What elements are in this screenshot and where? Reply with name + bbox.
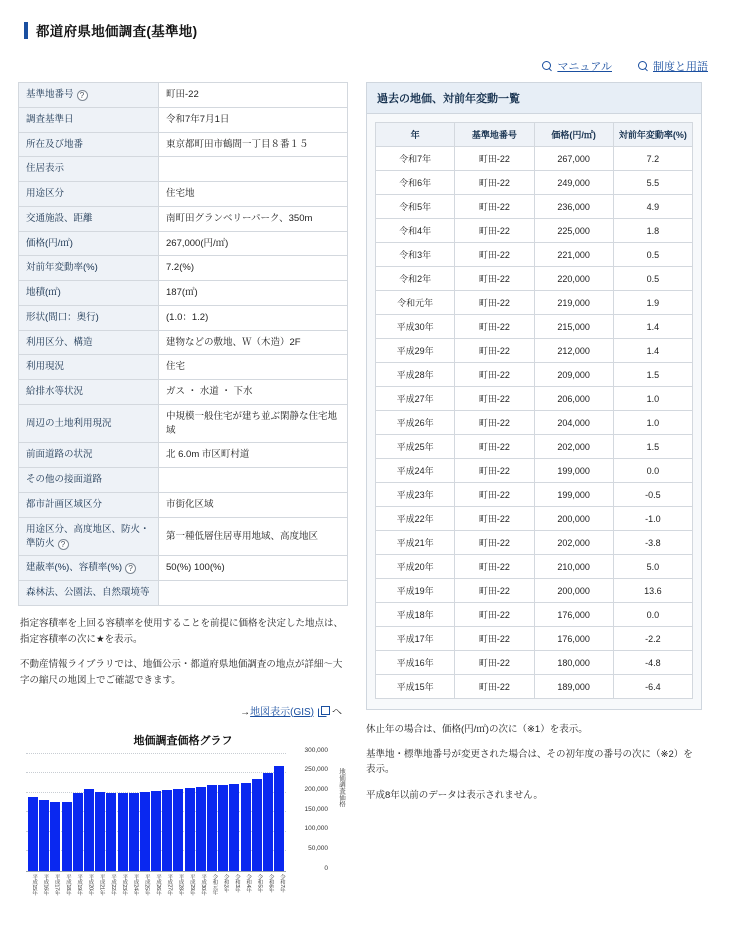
table-row xyxy=(376,219,693,243)
history-cell: 平成24年 xyxy=(376,459,455,483)
table-row xyxy=(376,267,693,291)
chart-x-tick-label: 令和5年 xyxy=(256,873,263,892)
chart-bar xyxy=(196,787,206,871)
history-cell: 平成19年 xyxy=(376,579,455,603)
history-cell: 1.4 xyxy=(613,339,692,363)
chart-bar xyxy=(207,785,217,870)
history-cell: 町田-22 xyxy=(455,267,534,291)
chart-y-axis-labels xyxy=(286,748,328,872)
table-row xyxy=(376,243,693,267)
detail-row xyxy=(19,83,348,108)
history-cell: 町田-22 xyxy=(455,387,534,411)
manual-link[interactable] xyxy=(542,58,612,74)
right-note-2: 基準地・標準地番号が変更された場合は、その初年度の番号の次に（※2）を表示。 xyxy=(366,749,693,776)
history-cell: 220,000 xyxy=(534,267,613,291)
history-cell: -1.0 xyxy=(613,507,692,531)
chart-x-tick-label: 平成21年 xyxy=(98,873,105,895)
table-row xyxy=(376,531,693,555)
history-cell: 5.0 xyxy=(613,555,692,579)
history-cell: 令和5年 xyxy=(376,195,455,219)
history-cell: 平成18年 xyxy=(376,603,455,627)
chart-bar xyxy=(173,789,183,871)
history-cell: 平成15年 xyxy=(376,675,455,699)
history-cell: 236,000 xyxy=(534,195,613,219)
history-cell: 町田-22 xyxy=(455,291,534,315)
history-cell: 町田-22 xyxy=(455,435,534,459)
detail-row xyxy=(19,404,348,443)
chart-x-tick-label: 令和4年 xyxy=(245,873,252,892)
gis-suffix: へ xyxy=(332,706,342,718)
detail-row-label: 周辺の土地利用現況 xyxy=(19,404,159,443)
chart-x-axis-labels xyxy=(28,874,286,914)
chart-bars xyxy=(26,754,286,871)
detail-row-label: 用途区分、高度地区、防火・準防火 ? xyxy=(19,517,159,556)
history-cell: 1.5 xyxy=(613,435,692,459)
chart-x-tick-label: 平成25年 xyxy=(143,873,150,895)
table-row xyxy=(376,195,693,219)
detail-row-label: 森林法、公園法、自然環境等 xyxy=(19,581,159,606)
chart-bar xyxy=(252,779,262,871)
table-row xyxy=(376,579,693,603)
chart-x-tick-label: 平成16年 xyxy=(42,873,49,895)
chart-area xyxy=(18,746,348,904)
chart-bar xyxy=(62,802,72,871)
history-cell: 町田-22 xyxy=(455,171,534,195)
detail-row-value: 住宅地 xyxy=(159,182,348,207)
history-cell: 町田-22 xyxy=(455,555,534,579)
history-cell: 平成20年 xyxy=(376,555,455,579)
history-table-header-row xyxy=(376,123,693,147)
history-cell: 1.0 xyxy=(613,411,692,435)
chart-bar xyxy=(118,793,128,871)
detail-row-value: 町田-22 xyxy=(159,83,348,108)
table-row xyxy=(376,387,693,411)
detail-row xyxy=(19,443,348,468)
history-cell: 199,000 xyxy=(534,483,613,507)
history-cell: -3.8 xyxy=(613,531,692,555)
chart-bar xyxy=(28,797,38,871)
terms-link[interactable] xyxy=(638,58,708,74)
detail-row-label: 都市計画区域区分 xyxy=(19,493,159,518)
history-cell: 202,000 xyxy=(534,435,613,459)
history-table xyxy=(375,122,693,699)
search-icon xyxy=(542,61,552,71)
chart-bar xyxy=(39,800,49,870)
history-cell: -6.4 xyxy=(613,675,692,699)
top-links xyxy=(18,58,708,74)
history-cell: 平成17年 xyxy=(376,627,455,651)
detail-row-value: 187(㎡) xyxy=(159,281,348,306)
chart-bar xyxy=(106,793,116,871)
detail-row-value: 令和7年7月1日 xyxy=(159,107,348,132)
history-cell: 0.0 xyxy=(613,459,692,483)
detail-row-value: 建物などの敷地、Ｗ（木造）2F xyxy=(159,330,348,355)
history-cell: 令和元年 xyxy=(376,291,455,315)
page-title: 都道府県地価調査(基準地) xyxy=(36,24,198,39)
detail-row-label: 形状(間口：奥行) xyxy=(19,305,159,330)
chart-x-tick-label: 平成30年 xyxy=(200,873,207,895)
detail-row-value: 東京都町田市鶴間一丁目８番１５ xyxy=(159,132,348,157)
detail-row xyxy=(19,157,348,182)
right-note-1: 休止年の場合は、価格(円/㎡)の次に（※1）を表示。 xyxy=(366,724,588,735)
table-row xyxy=(376,147,693,171)
detail-row xyxy=(19,182,348,207)
history-cell: 5.5 xyxy=(613,171,692,195)
history-cell: 町田-22 xyxy=(455,363,534,387)
chart-x-tick-label: 平成19年 xyxy=(76,873,83,895)
chart-x-tick-label: 令和6年 xyxy=(267,873,274,892)
chart-y-tick-label: 100,000 xyxy=(304,825,328,833)
history-cell: 平成22年 xyxy=(376,507,455,531)
history-cell: 町田-22 xyxy=(455,459,534,483)
history-cell: -4.8 xyxy=(613,651,692,675)
detail-row xyxy=(19,468,348,493)
detail-row-label: 利用現況 xyxy=(19,355,159,380)
detail-row xyxy=(19,256,348,281)
chart-x-tick-label: 平成20年 xyxy=(87,873,94,895)
detail-row-label: 交通施設、距離 xyxy=(19,206,159,231)
detail-row-label: その他の接面道路 xyxy=(19,468,159,493)
table-row xyxy=(376,411,693,435)
chart-bar xyxy=(218,785,228,871)
history-cell: 令和4年 xyxy=(376,219,455,243)
detail-row-value: 中規模一般住宅が建ち並ぶ閑静な住宅地域 xyxy=(159,404,348,443)
gis-link-row xyxy=(18,703,342,718)
chart-x-tick-label: 平成28年 xyxy=(177,873,184,895)
chart-x-tick-label: 平成27年 xyxy=(166,873,173,895)
history-cell: 町田-22 xyxy=(455,507,534,531)
detail-row-value: 50(%) 100(%) xyxy=(159,556,348,581)
left-column xyxy=(18,82,348,904)
page-title-row xyxy=(24,20,722,40)
detail-row-label: 価格(円/㎡) xyxy=(19,231,159,256)
left-note-2: 不動産情報ライブラリでは、地価公示・都道府県地価調査の地点が詳細〜大字の縮尺の地図上でご確認できます。 xyxy=(20,659,343,686)
detail-row xyxy=(19,132,348,157)
history-cell: -0.5 xyxy=(613,483,692,507)
history-cell: 7.2 xyxy=(613,147,692,171)
detail-row xyxy=(19,107,348,132)
detail-row-value: (1.0：1.2) xyxy=(159,305,348,330)
detail-row-value: ガス ・ 水道 ・ 下水 xyxy=(159,380,348,405)
detail-table xyxy=(18,82,348,606)
table-row xyxy=(376,555,693,579)
detail-row-value: 7.2(%) xyxy=(159,256,348,281)
chart-x-tick-label: 令和元年 xyxy=(211,873,218,895)
history-cell: 町田-22 xyxy=(455,219,534,243)
chart-bar xyxy=(185,788,195,871)
history-cell: 180,000 xyxy=(534,651,613,675)
history-cell: 200,000 xyxy=(534,579,613,603)
history-cell: 平成16年 xyxy=(376,651,455,675)
history-cell: 平成29年 xyxy=(376,339,455,363)
history-cell: 町田-22 xyxy=(455,195,534,219)
chart-bar xyxy=(84,789,94,871)
chart-y-tick-label: 150,000 xyxy=(304,805,328,813)
history-cell: 平成23年 xyxy=(376,483,455,507)
table-row xyxy=(376,627,693,651)
detail-row xyxy=(19,305,348,330)
history-cell: 189,000 xyxy=(534,675,613,699)
detail-row-value xyxy=(159,581,348,606)
history-cell: 平成26年 xyxy=(376,411,455,435)
history-panel xyxy=(366,82,702,710)
right-column xyxy=(366,82,702,813)
history-cell: 町田-22 xyxy=(455,243,534,267)
detail-row-label: 住居表示 xyxy=(19,157,159,182)
chart-y-axis-title: 地価調査価格 xyxy=(338,767,345,807)
detail-row-value: 住宅 xyxy=(159,355,348,380)
help-icon[interactable]: ? xyxy=(125,563,136,574)
history-cell: 199,000 xyxy=(534,459,613,483)
history-cell: 1.5 xyxy=(613,363,692,387)
history-cell: 209,000 xyxy=(534,363,613,387)
history-cell: 町田-22 xyxy=(455,579,534,603)
chart-bar xyxy=(95,792,105,871)
left-note-1: 指定容積率を上回る容積率を使用することを前提に価格を決定した地点は、指定容積率の次に★を表示。 xyxy=(20,617,344,645)
detail-row-value: 267,000(円/㎡) xyxy=(159,231,348,256)
chart-x-tick-label: 平成22年 xyxy=(109,873,116,895)
history-column-header: 対前年変動率(%) xyxy=(613,123,692,147)
history-cell: 町田-22 xyxy=(455,483,534,507)
content-columns xyxy=(18,82,722,904)
table-row xyxy=(376,171,693,195)
history-cell: 0.5 xyxy=(613,243,692,267)
help-icon[interactable]: ? xyxy=(77,90,88,101)
history-cell: 町田-22 xyxy=(455,411,534,435)
chart-plot xyxy=(26,754,286,872)
detail-row xyxy=(19,556,348,581)
chart-bar xyxy=(162,790,172,870)
table-row xyxy=(376,435,693,459)
table-row xyxy=(376,291,693,315)
detail-row-label: 対前年変動率(%) xyxy=(19,256,159,281)
history-cell: 206,000 xyxy=(534,387,613,411)
history-cell: 町田-22 xyxy=(455,651,534,675)
history-cell: 0.5 xyxy=(613,267,692,291)
detail-row-label: 用途区分 xyxy=(19,182,159,207)
history-cell: 1.8 xyxy=(613,219,692,243)
detail-row-value: 南町田グランベリーパーク、350m xyxy=(159,206,348,231)
table-row xyxy=(376,651,693,675)
table-row xyxy=(376,363,693,387)
right-note-3: 平成8年以前のデータは表示されません。 xyxy=(366,789,543,801)
history-cell: 200,000 xyxy=(534,507,613,531)
price-chart xyxy=(18,732,348,904)
table-row xyxy=(376,675,693,699)
table-row xyxy=(376,459,693,483)
terms-link-label: 制度と用語 xyxy=(653,61,708,73)
history-cell: 0.0 xyxy=(613,603,692,627)
history-cell: 4.9 xyxy=(613,195,692,219)
history-column-header: 基準地番号 xyxy=(455,123,534,147)
history-cell: 1.4 xyxy=(613,315,692,339)
history-cell: 平成25年 xyxy=(376,435,455,459)
history-cell: 249,000 xyxy=(534,171,613,195)
detail-row xyxy=(19,206,348,231)
history-cell: 212,000 xyxy=(534,339,613,363)
history-cell: -2.2 xyxy=(613,627,692,651)
history-cell: 176,000 xyxy=(534,627,613,651)
detail-row-value: 市街化区域 xyxy=(159,493,348,518)
history-column-header: 年 xyxy=(376,123,455,147)
detail-row xyxy=(19,493,348,518)
chart-y-tick-label: 0 xyxy=(324,864,328,872)
detail-row-label: 基準地番号 ? xyxy=(19,83,159,108)
history-cell: 1.0 xyxy=(613,387,692,411)
detail-row-value: 第一種低層住居専用地域、高度地区 xyxy=(159,517,348,556)
chart-x-tick-label: 令和2年 xyxy=(222,873,229,892)
chart-bar xyxy=(263,773,273,870)
chart-bar xyxy=(241,783,251,871)
gis-arrow: → xyxy=(240,706,251,718)
detail-row-label: 所在及び地番 xyxy=(19,132,159,157)
chart-x-tick-label: 平成15年 xyxy=(31,873,38,895)
chart-x-tick-label: 平成18年 xyxy=(64,873,71,895)
history-cell: 令和3年 xyxy=(376,243,455,267)
chart-x-tick-label: 平成24年 xyxy=(132,873,139,895)
detail-row-label: 利用区分、構造 xyxy=(19,330,159,355)
history-cell: 町田-22 xyxy=(455,603,534,627)
chart-title: 地価調査価格グラフ xyxy=(133,734,233,747)
history-column-header: 価格(円/㎡) xyxy=(534,123,613,147)
chart-x-tick-label: 平成26年 xyxy=(155,873,161,895)
history-cell: 平成27年 xyxy=(376,387,455,411)
history-cell: 令和6年 xyxy=(376,171,455,195)
history-cell: 町田-22 xyxy=(455,315,534,339)
history-cell: 219,000 xyxy=(534,291,613,315)
chart-bar xyxy=(140,792,150,871)
history-cell: 1.9 xyxy=(613,291,692,315)
detail-row xyxy=(19,581,348,606)
history-cell: 202,000 xyxy=(534,531,613,555)
help-icon[interactable]: ? xyxy=(58,539,69,550)
history-panel-heading: 過去の地価、対前年変動一覧 xyxy=(367,83,701,114)
chart-x-tick-label: 平成23年 xyxy=(121,873,128,895)
manual-link-label: マニュアル xyxy=(557,61,612,73)
history-panel-body xyxy=(367,114,701,701)
table-row xyxy=(376,315,693,339)
chart-x-tick-label: 令和7年 xyxy=(278,873,285,892)
detail-row-label: 建蔽率(%)、容積率(%) ? xyxy=(19,556,159,581)
chart-y-tick-label: 50,000 xyxy=(308,844,328,852)
chart-bar xyxy=(274,766,284,870)
history-cell: 204,000 xyxy=(534,411,613,435)
history-cell: 215,000 xyxy=(534,315,613,339)
history-cell: 平成21年 xyxy=(376,531,455,555)
history-cell: 210,000 xyxy=(534,555,613,579)
table-row xyxy=(376,603,693,627)
detail-row xyxy=(19,517,348,556)
history-cell: 令和2年 xyxy=(376,267,455,291)
detail-row xyxy=(19,231,348,256)
external-link-icon xyxy=(318,706,329,716)
right-notes xyxy=(366,722,702,803)
history-cell: 267,000 xyxy=(534,147,613,171)
detail-row-label: 地積(㎡) xyxy=(19,281,159,306)
chart-bar xyxy=(50,802,60,871)
chart-bar xyxy=(229,784,239,870)
history-cell: 町田-22 xyxy=(455,339,534,363)
history-cell: 町田-22 xyxy=(455,147,534,171)
history-cell: 176,000 xyxy=(534,603,613,627)
history-cell: 平成30年 xyxy=(376,315,455,339)
detail-row xyxy=(19,330,348,355)
table-row xyxy=(376,339,693,363)
detail-row-value xyxy=(159,468,348,493)
detail-row-value xyxy=(159,157,348,182)
history-cell: 225,000 xyxy=(534,219,613,243)
detail-row-label: 給排水等状況 xyxy=(19,380,159,405)
table-row xyxy=(376,483,693,507)
chart-x-tick-label: 平成17年 xyxy=(53,873,60,895)
history-cell: 令和7年 xyxy=(376,147,455,171)
chart-x-tick-label: 令和3年 xyxy=(233,873,240,892)
history-cell: 平成28年 xyxy=(376,363,455,387)
history-cell: 町田-22 xyxy=(455,675,534,699)
chart-bar xyxy=(151,791,161,871)
detail-row xyxy=(19,281,348,306)
chart-bar xyxy=(129,793,139,871)
gis-link[interactable]: 地図表示(GIS) xyxy=(250,706,314,718)
history-cell: 13.6 xyxy=(613,579,692,603)
chart-y-tick-label: 200,000 xyxy=(304,785,328,793)
table-row xyxy=(376,507,693,531)
history-cell: 町田-22 xyxy=(455,531,534,555)
detail-row-label: 調査基準日 xyxy=(19,107,159,132)
detail-row-label: 前面道路の状況 xyxy=(19,443,159,468)
title-accent-bar xyxy=(24,22,28,39)
chart-x-tick-label: 平成29年 xyxy=(188,873,195,895)
history-cell: 221,000 xyxy=(534,243,613,267)
detail-row-value: 北 6.0m 市区町村道 xyxy=(159,443,348,468)
history-cell: 町田-22 xyxy=(455,627,534,651)
detail-row xyxy=(19,380,348,405)
detail-row xyxy=(19,355,348,380)
search-icon xyxy=(638,61,648,71)
chart-y-tick-label: 250,000 xyxy=(304,766,328,774)
chart-y-tick-label: 300,000 xyxy=(304,746,328,754)
chart-bar xyxy=(73,793,83,871)
